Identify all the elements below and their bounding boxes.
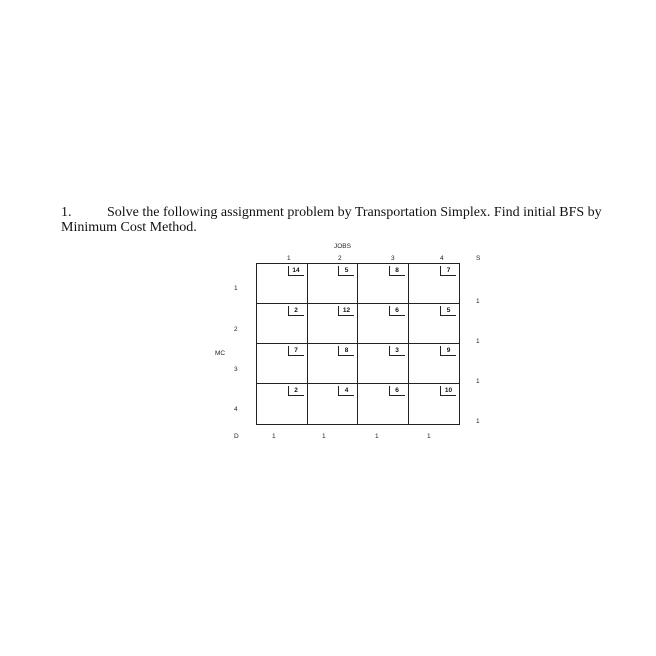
- demand-value-4: 1: [427, 433, 431, 440]
- demand-value-2: 1: [322, 433, 326, 440]
- demand-header: D: [234, 433, 239, 440]
- cost-value: 3: [389, 346, 405, 356]
- question-text: Solve the following assignment problem by Transportation Simplex. Find initial BFS by Minimum Cost Method.: [61, 205, 602, 235]
- table-cell: [308, 264, 359, 304]
- cost-value: 2: [288, 306, 304, 316]
- question: [61, 205, 646, 235]
- cost-value: 4: [338, 386, 354, 396]
- cost-value: 7: [288, 346, 304, 356]
- table-cell: [257, 304, 308, 344]
- cost-value: 8: [338, 346, 354, 356]
- question-number: 1.: [61, 205, 72, 220]
- supply-header: S: [476, 255, 481, 262]
- cost-value: 7: [440, 266, 456, 276]
- cost-value: 6: [389, 306, 405, 316]
- table-cell: [409, 304, 460, 344]
- table-cell: [358, 384, 409, 424]
- cost-value: 12: [338, 306, 354, 316]
- table-cell: [358, 344, 409, 384]
- supply-value-4: 1: [476, 418, 480, 425]
- cost-value: 8: [389, 266, 405, 276]
- cost-value: 6: [389, 386, 405, 396]
- table-cell: [257, 264, 308, 304]
- machine-label-4: 4: [234, 406, 238, 413]
- cost-table: [256, 263, 460, 425]
- table-cell: [358, 264, 409, 304]
- table-cell: [308, 304, 359, 344]
- table-cell: [308, 384, 359, 424]
- table-cell: [358, 304, 409, 344]
- cost-value: 14: [288, 266, 304, 276]
- cost-value: 2: [288, 386, 304, 396]
- machine-label-3: 3: [234, 366, 238, 373]
- job-label-1: 1: [287, 255, 291, 262]
- demand-value-1: 1: [272, 433, 276, 440]
- cost-value: 5: [338, 266, 354, 276]
- job-label-4: 4: [440, 255, 444, 262]
- supply-value-3: 1: [476, 378, 480, 385]
- supply-value-2: 1: [476, 338, 480, 345]
- demand-value-3: 1: [375, 433, 379, 440]
- table-cell: [409, 384, 460, 424]
- table-cell: [257, 384, 308, 424]
- supply-value-1: 1: [476, 298, 480, 305]
- machine-label-2: 2: [234, 326, 238, 333]
- table-cell: [257, 344, 308, 384]
- machines-header: MC: [215, 350, 226, 357]
- job-label-2: 2: [338, 255, 342, 262]
- jobs-header: JOBS: [334, 243, 351, 250]
- job-label-3: 3: [391, 255, 395, 262]
- table-cell: [409, 264, 460, 304]
- machine-label-1: 1: [234, 285, 238, 292]
- cost-value: 9: [440, 346, 456, 356]
- cost-value: 5: [440, 306, 456, 316]
- cost-value: 10: [440, 386, 456, 396]
- table-cell: [308, 344, 359, 384]
- table-cell: [409, 344, 460, 384]
